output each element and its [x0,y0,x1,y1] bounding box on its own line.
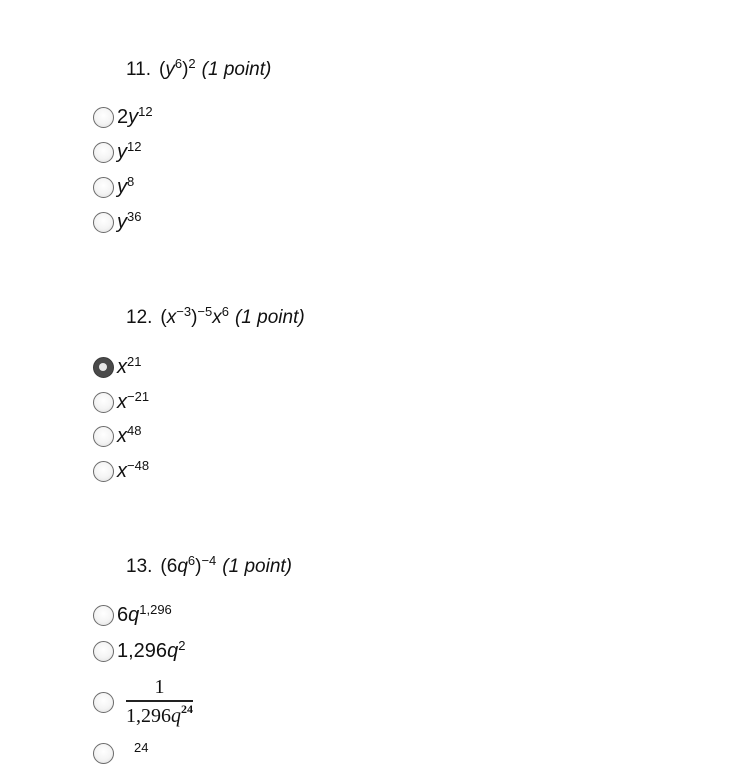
fraction [126,676,193,727]
radio-button[interactable] [93,743,114,764]
fraction-denominator: $1,296q^{24}$ [126,701,193,727]
question-number: 12. [126,307,153,328]
option-b[interactable]: $x^{-21}$ [93,387,149,417]
question-11 [126,58,726,82]
question-number: 11. [126,59,152,80]
radio-button[interactable] [93,107,114,128]
radio-button[interactable] [93,426,114,447]
question-prompt: 11. $(y^6)^2$ (1 point) [126,56,272,80]
fraction-numerator: 1 [154,676,165,699]
question-prompt: 13. $(6q^6)^{-4}$ (1 point) [126,553,292,577]
option-d[interactable]: $x^{-48}$ [93,456,149,486]
option-c[interactable]: $y^8$ [93,172,134,202]
option-c[interactable] [93,672,193,732]
option-d[interactable]: 24 [93,738,148,768]
radio-button[interactable] [93,605,114,626]
option-b[interactable]: $1,296q^2$ [93,636,185,666]
radio-button[interactable] [93,692,114,713]
question-12 [126,306,726,330]
option-a[interactable]: $2y^{12}$ [93,102,153,132]
points-label: (1 point) [201,59,272,80]
question-13 [126,555,726,579]
radio-button[interactable] [93,212,114,233]
radio-button[interactable] [93,142,114,163]
option-c[interactable]: $x^{48}$ [93,421,141,451]
points-label: (1 point) [222,556,292,577]
radio-button[interactable] [93,392,114,413]
option-a[interactable]: $6q^{1,296}$ [93,600,172,630]
option-d[interactable]: $y^{36}$ [93,207,141,237]
points-label: (1 point) [234,307,305,328]
option-b[interactable]: $y^{12}$ [93,137,141,167]
radio-button-selected[interactable] [93,357,114,378]
question-number: 13. [126,556,153,577]
question-prompt: 12. $(x^{-3})^{-5}x^6$ (1 point) [126,304,305,328]
option-a[interactable]: $x^{21}$ [93,352,141,382]
radio-button[interactable] [93,641,114,662]
radio-button[interactable] [93,177,114,198]
radio-button[interactable] [93,461,114,482]
